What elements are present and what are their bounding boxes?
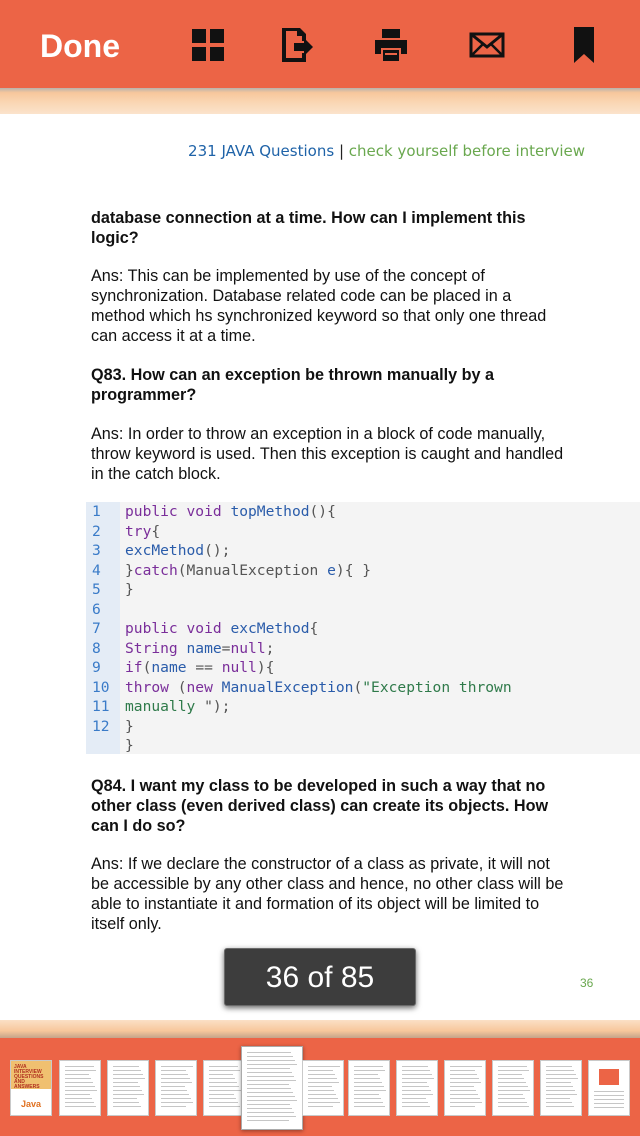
thumbnail-line <box>65 1066 94 1067</box>
thumbnail-line <box>113 1090 142 1091</box>
code-line: throw (new ManualException("Exception thrown <box>125 678 512 696</box>
thumbnail[interactable] <box>302 1060 344 1116</box>
thumbnail-line <box>247 1108 292 1109</box>
thumbnail-line <box>450 1066 482 1067</box>
thumbnail-line <box>247 1052 291 1053</box>
document-page[interactable] <box>0 114 640 1020</box>
line-number: 5 <box>92 581 101 598</box>
mail-icon[interactable] <box>469 26 505 64</box>
thumbnail-line <box>161 1094 189 1095</box>
line-number: 10 <box>92 678 110 696</box>
thumbnail-line <box>161 1078 190 1079</box>
thumbnail-line <box>113 1082 138 1083</box>
thumbnail-line <box>308 1082 339 1083</box>
thumbnail-line <box>209 1066 238 1067</box>
thumbnail-line <box>308 1094 336 1095</box>
thumbnail-line <box>450 1074 477 1075</box>
line-number: 1 <box>92 503 101 520</box>
grid-icon[interactable] <box>190 26 226 64</box>
toolbar-shadow <box>0 88 640 114</box>
thumbnail-line <box>113 1086 140 1087</box>
thumbnail-line <box>308 1070 333 1071</box>
thumbnail-line <box>247 1120 289 1121</box>
thumbnail-line <box>247 1056 293 1057</box>
thumbnail-line <box>594 1095 624 1096</box>
thumbnail-line <box>113 1102 139 1103</box>
thumbnail-line <box>161 1066 193 1067</box>
thumbnail-line <box>113 1098 137 1099</box>
thumbnail[interactable] <box>155 1060 197 1116</box>
answer-83: Ans: In order to throw an exception in a block of code manually, throw keyword is used. Then this exception is caught and handled in the catch block. <box>91 425 564 483</box>
thumbnail-line <box>354 1082 382 1083</box>
thumbnail-line <box>247 1104 290 1105</box>
thumbnail-line <box>65 1086 95 1087</box>
thumbnail[interactable] <box>540 1060 582 1116</box>
thumbnail-line <box>450 1098 480 1099</box>
thumbnail-line <box>546 1078 578 1079</box>
thumbnail-shadow <box>0 1020 640 1038</box>
done-button[interactable]: Done <box>40 28 120 64</box>
thumbnail-line <box>209 1082 237 1083</box>
thumbnail-line <box>594 1107 624 1108</box>
thumbnail-line <box>354 1086 384 1087</box>
thumbnail-line <box>209 1074 233 1075</box>
thumbnail-line <box>161 1070 186 1071</box>
thumbnail-line <box>113 1066 139 1067</box>
thumbnail-line <box>594 1091 624 1092</box>
line-number: 11 <box>92 698 110 715</box>
thumbnail-line <box>308 1106 333 1107</box>
thumbnail-line <box>308 1102 340 1103</box>
thumbnail-current[interactable] <box>241 1046 303 1130</box>
cover-banner <box>11 1061 51 1089</box>
thumbnail-line <box>113 1074 143 1075</box>
thumbnail-line <box>450 1090 476 1091</box>
thumbnail-line <box>546 1106 574 1107</box>
thumbnail-line <box>546 1066 572 1067</box>
thumbnail[interactable] <box>348 1060 390 1116</box>
thumbnail[interactable] <box>396 1060 438 1116</box>
thumbnail-line <box>450 1086 474 1087</box>
thumbnail-line <box>402 1090 431 1091</box>
thumbnail-line <box>546 1082 571 1083</box>
thumbnail-line <box>402 1106 430 1107</box>
thumbnail-line <box>402 1066 428 1067</box>
thumbnail-line <box>65 1070 96 1071</box>
thumbnail-line <box>209 1078 235 1079</box>
header-separator: | <box>338 142 344 160</box>
header-subtitle: check yourself before interview <box>348 142 585 160</box>
thumbnail-line <box>247 1088 291 1089</box>
thumbnail[interactable] <box>492 1060 534 1116</box>
thumbnail-line <box>354 1094 379 1095</box>
thumbnail-line <box>65 1090 97 1091</box>
thumbnail-line <box>546 1086 573 1087</box>
thumbnail-line <box>354 1106 385 1107</box>
thumbnail-line <box>161 1102 193 1103</box>
line-number: 2 <box>92 522 101 540</box>
thumbnail-line <box>546 1074 576 1075</box>
code-block <box>86 502 640 754</box>
top-toolbar <box>0 0 640 88</box>
code-line: public void topMethod(){ <box>125 503 336 520</box>
thumbnail-line <box>354 1090 386 1091</box>
thumbnail-line <box>402 1094 433 1095</box>
thumbnail-line <box>354 1070 385 1071</box>
code-line: if(name == null){ <box>125 659 275 676</box>
thumbnail-line <box>402 1070 430 1071</box>
thumbnail[interactable] <box>203 1060 245 1116</box>
thumbnail-line <box>498 1086 528 1087</box>
print-icon[interactable] <box>373 26 409 64</box>
thumbnail-line <box>354 1078 380 1079</box>
thumbnail[interactable] <box>10 1060 52 1116</box>
thumbnail-line <box>209 1086 239 1087</box>
thumbnail-line <box>498 1066 527 1067</box>
thumbnail-line <box>161 1106 186 1107</box>
code-line: excMethod(); <box>125 542 231 559</box>
thumbnail-line <box>65 1098 92 1099</box>
thumbnail-line <box>113 1106 141 1107</box>
thumbnail-line <box>247 1112 294 1113</box>
thumbnail-line <box>450 1094 478 1095</box>
thumbnail-line <box>209 1070 240 1071</box>
question-intro: database connection at a time. How can I implement this logic? <box>91 209 526 247</box>
thumbnail-line <box>247 1072 292 1073</box>
thumbnail-line <box>450 1106 475 1107</box>
line-number: 6 <box>92 600 101 618</box>
thumbnail-line <box>308 1066 340 1067</box>
thumbnail-line <box>247 1116 296 1117</box>
bookmark-icon[interactable] <box>566 26 602 64</box>
thumbnail-line <box>65 1102 94 1103</box>
line-number: 7 <box>92 620 101 637</box>
cover-title: JAVA INTERVIEW QUESTIONS AND ANSWERS <box>14 1064 44 1090</box>
thumbnail-line <box>354 1102 383 1103</box>
thumbnail-line <box>247 1084 289 1085</box>
thumbnail-line <box>161 1098 191 1099</box>
thumbnail-line <box>498 1078 524 1079</box>
thumbnail-line <box>498 1098 525 1099</box>
thumbnail-line <box>498 1070 529 1071</box>
thumbnail-line <box>450 1070 475 1071</box>
code-line: String name=null; <box>125 639 275 657</box>
thumbnail-line <box>308 1074 335 1075</box>
code-line: } <box>125 717 134 735</box>
thumbnail-line <box>402 1098 426 1099</box>
thumbnail-line <box>308 1098 338 1099</box>
thumbnail-line <box>402 1074 432 1075</box>
thumbnail-line <box>113 1078 145 1079</box>
thumbnail-line <box>209 1090 241 1091</box>
thumbnail-line <box>161 1082 192 1083</box>
thumbnail-line <box>402 1102 428 1103</box>
thumbnail-line <box>546 1102 572 1103</box>
code-line: public void excMethod{ <box>125 620 319 637</box>
thumbnail-line <box>65 1094 90 1095</box>
code-line: } <box>125 737 134 754</box>
thumbnail-line <box>247 1100 297 1101</box>
answer-intro: Ans: This can be implemented by use of the concept of synchronization. Database related code can be placed in a method which hs synchronized keyword so that only one thread can access it at a time. <box>91 267 547 345</box>
header-title: 231 JAVA Questions <box>188 142 335 160</box>
thumbnail-line <box>308 1078 337 1079</box>
thumbnail-line <box>354 1098 381 1099</box>
thumbnail-line <box>113 1070 141 1071</box>
line-number: 3 <box>92 542 101 559</box>
code-line: }catch(ManualException e){ } <box>125 561 372 579</box>
page-counter-overlay: 36 of 85 <box>224 948 416 1006</box>
thumbnail-line <box>209 1102 238 1103</box>
thumbnail-line <box>450 1082 481 1083</box>
code-line: manually "); <box>125 698 231 715</box>
thumbnail-line <box>594 1099 624 1100</box>
thumbnail-line <box>161 1090 187 1091</box>
page-header <box>0 142 585 160</box>
thumbnail-line <box>65 1106 96 1107</box>
thumbnail-line <box>247 1076 294 1077</box>
question-84: Q84. I want my class to be developed in such a way that no other class (even derived class) can create its objects. How can I do so? <box>91 777 549 835</box>
thumbnail-line <box>594 1103 624 1104</box>
thumbnail-line <box>498 1082 526 1083</box>
thumbnail-line <box>546 1098 570 1099</box>
thumbnail-line <box>498 1102 527 1103</box>
page-number: 36 <box>580 976 594 990</box>
thumbnail-line <box>498 1094 523 1095</box>
thumbnail-line <box>308 1086 332 1087</box>
thumbnail-line <box>247 1096 295 1097</box>
thumbnail-line <box>113 1094 144 1095</box>
thumbnail-line <box>308 1090 334 1091</box>
thumbnail-line <box>247 1060 295 1061</box>
thumbnail-line <box>354 1066 383 1067</box>
thumbnail-line <box>247 1064 297 1065</box>
thumbnail-line <box>546 1090 575 1091</box>
thumbnail-line <box>498 1074 522 1075</box>
thumbnail-line <box>546 1094 577 1095</box>
thumbnail-graphic <box>599 1069 619 1085</box>
line-number: 12 <box>92 717 110 735</box>
thumbnail-line <box>402 1086 429 1087</box>
thumbnail[interactable] <box>59 1060 101 1116</box>
thumbnail-line <box>498 1090 530 1091</box>
thumbnail[interactable] <box>588 1060 630 1116</box>
thumbnail-line <box>65 1078 91 1079</box>
thumbnail-line <box>450 1078 479 1079</box>
line-number: 8 <box>92 639 101 657</box>
thumbnail-line <box>65 1082 93 1083</box>
thumbnail-line <box>247 1080 296 1081</box>
question-83: Q83. How can an exception be thrown manually by a programmer? <box>91 366 494 404</box>
thumbnail[interactable] <box>107 1060 149 1116</box>
thumbnail-line <box>209 1094 234 1095</box>
thumbnail-line <box>161 1086 185 1087</box>
thumbnail-line <box>247 1068 290 1069</box>
code-line: try{ <box>125 522 161 540</box>
thumbnail-strip[interactable] <box>0 1038 640 1136</box>
thumbnail-line <box>450 1102 482 1103</box>
code-line: } <box>125 581 134 598</box>
thumbnail[interactable] <box>444 1060 486 1116</box>
cover-java-logo: Java <box>21 1099 42 1109</box>
thumbnail-line <box>209 1106 240 1107</box>
thumbnail-line <box>161 1074 188 1075</box>
thumbnail-line <box>354 1074 378 1075</box>
thumbnail-line <box>65 1074 89 1075</box>
line-number: 4 <box>92 561 101 579</box>
thumbnail-line <box>402 1078 434 1079</box>
thumbnail-line <box>546 1070 574 1071</box>
thumbnail-line <box>247 1092 293 1093</box>
line-number: 9 <box>92 659 101 676</box>
export-icon[interactable] <box>279 26 315 64</box>
thumbnail-line <box>209 1098 236 1099</box>
thumbnail-line <box>498 1106 529 1107</box>
thumbnail-line <box>402 1082 427 1083</box>
answer-84: Ans: If we declare the constructor of a class as private, it will not be accessible by any other class and hence, no other class will be able to instantiate it and formation of its object will be limited to itself only. <box>91 855 564 933</box>
